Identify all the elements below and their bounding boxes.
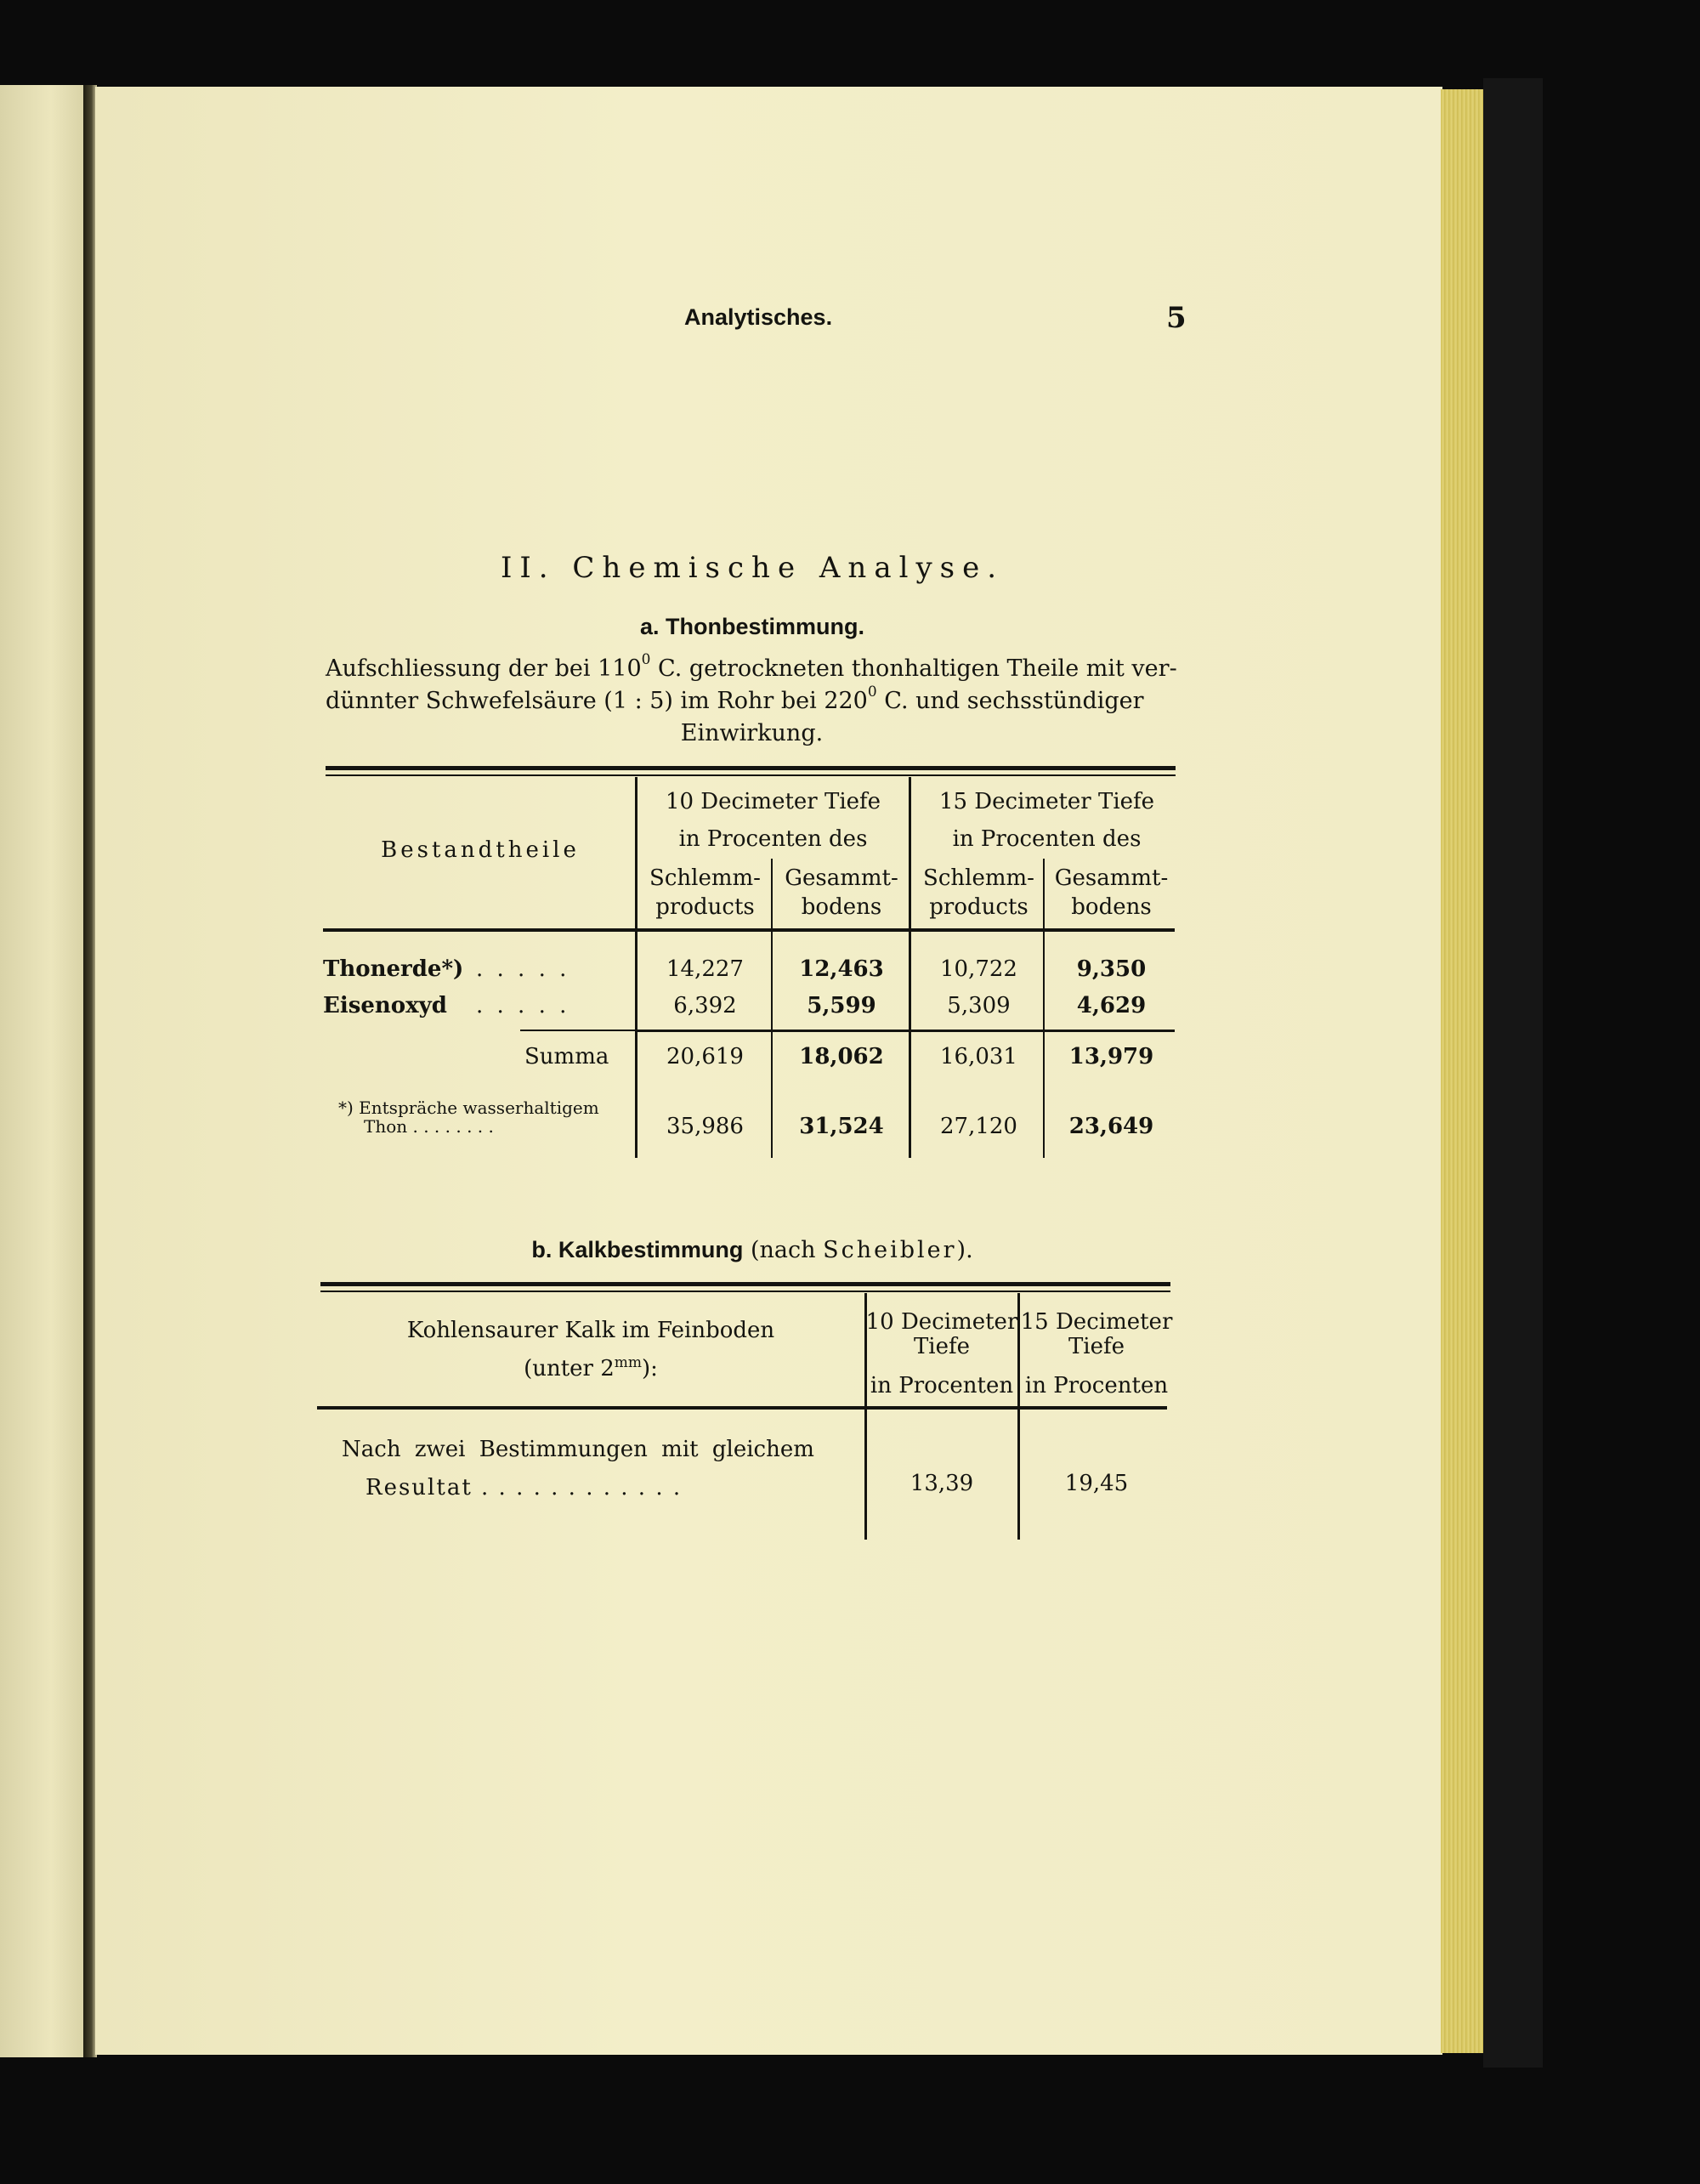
table-b-header-rule [317,1406,1167,1410]
cell-value: 35,986 [666,1114,744,1139]
page [95,87,1442,2055]
row-dots: . . . . . [476,956,570,982]
footnote-line-1: *) Entspräche wasserhaltigem [338,1098,599,1118]
cell-value: 9,350 [1076,956,1147,982]
row-label: Thonerde*) [323,956,464,982]
left-page-edge [0,85,85,2057]
cell-value: 4,629 [1076,993,1147,1018]
book-cover [1483,78,1543,2068]
subheader-gesammt-10-line1: Gesammt- [785,865,898,891]
subheader-gesammt-15-line2: bodens [1071,894,1152,920]
summa-rule-values [638,1030,1175,1032]
kalk-col1-line-2: Tiefe [913,1334,971,1359]
cell-value: 18,062 [799,1044,884,1069]
page-block-edge [1441,89,1483,2053]
subsection-b-title: b. Kalkbestimmung (nach Scheibler). [531,1237,973,1263]
subheader-schlemm-15-line1: Schlemm- [923,865,1034,891]
cell-value: 13,39 [910,1471,974,1496]
table-b-top-rule-thin [320,1291,1170,1292]
subsection-a-title: a. Thonbestimmung. [639,614,864,639]
subheader-gesammt-15-line1: Gesammt- [1054,865,1169,891]
cell-value: 5,309 [947,993,1011,1018]
table-a-vline-sub-1 [771,859,773,1158]
kalk-row-line-2: Resultat . . . . . . . . . . . . [366,1475,683,1500]
kalk-col2-line-1: 15 Decimeter [1020,1309,1173,1335]
cell-value: 23,649 [1068,1114,1154,1139]
summa-label: Summa [524,1044,609,1069]
kalk-col1-line-1: 10 Decimeter [865,1309,1018,1335]
kalk-header-line-2: (unter $2^{mm}$): [524,1354,658,1381]
row-label: Eisenoxyd [323,993,447,1018]
cell-value: 20,619 [666,1044,744,1069]
kalk-col2-line-2: Tiefe [1068,1334,1125,1359]
cell-value: 10,722 [940,956,1017,982]
table-b-top-rule [320,1282,1170,1286]
table-a-top-rule-thin [326,774,1176,776]
footnote-line-2: Thon . . . . . . . . [364,1116,494,1137]
cell-value: 27,120 [940,1114,1017,1139]
subheader-schlemm-15-line2: products [929,894,1028,920]
column-header-bestandtheile: Bestandtheile [381,837,580,863]
row-dots: . . . . . [476,993,570,1018]
cell-value: 5,599 [807,993,876,1018]
intro-paragraph [326,653,1178,750]
group-header-15dm-line2: in Procenten des [952,826,1142,852]
section-title: II. Chemische Analyse. [500,551,1005,585]
table-a-top-rule [326,766,1176,770]
subheader-schlemm-10-line1: Schlemm- [649,865,761,891]
cell-value: 19,45 [1064,1471,1129,1496]
page-number: 5 [1166,301,1187,335]
group-header-10dm-line2: in Procenten des [678,826,868,852]
cell-value: 6,392 [673,993,737,1018]
cell-value: 16,031 [940,1044,1017,1069]
kalk-row-line-1: Nach zwei Bestimmungen mit gleichem [342,1437,814,1462]
intro-line-3: Einwirkung. [680,720,824,746]
cell-value: 14,227 [666,956,744,982]
kalk-col2-line-3: in Procenten [1024,1373,1169,1398]
subheader-gesammt-10-line2: bodens [801,894,882,920]
group-header-10dm-line1: 10 Decimeter Tiefe [665,789,881,814]
kalk-col1-line-3: in Procenten [870,1373,1014,1398]
intro-line-1: Aufschliessung der bei $110^0$ C. getrockneten thonhaltigen Theile mit ver- [326,651,1177,682]
cell-value: 31,524 [799,1114,884,1139]
group-header-15dm-line1: 15 Decimeter Tiefe [938,789,1155,814]
table-a-header-rule [323,928,1175,932]
summa-rule-label [520,1030,635,1031]
intro-line-2: dünnter Schwefelsäure (1 : 5) im Rohr bei $220^0$ C. und sechsstündiger [326,684,1144,714]
subheader-schlemm-10-line2: products [655,894,755,920]
cell-value: 13,979 [1068,1044,1154,1069]
cell-value: 12,463 [799,956,884,982]
running-head: Analytisches. [684,304,833,330]
kalk-header-line-1: Kohlensaurer Kalk im Feinboden [406,1318,775,1343]
table-a-vline-1 [635,777,638,1158]
